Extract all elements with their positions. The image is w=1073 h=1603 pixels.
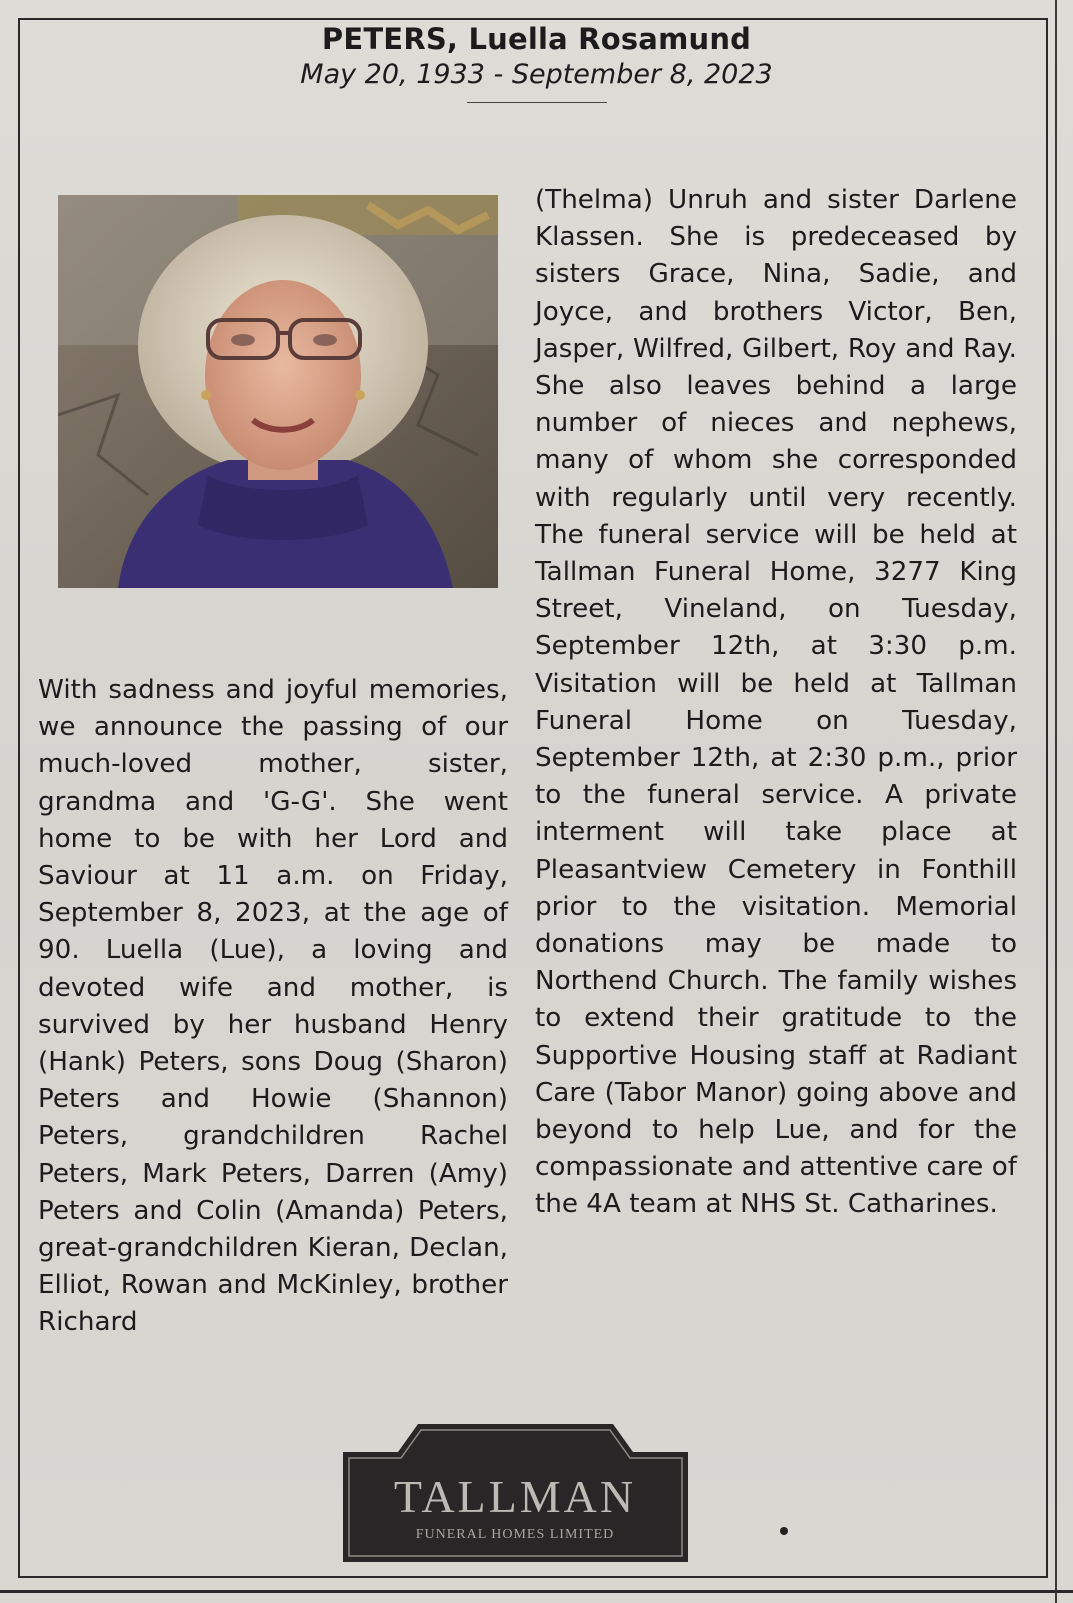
life-dates: May 20, 1933 - September 8, 2023: [300, 59, 773, 90]
bottom-divider: [0, 1590, 1073, 1593]
deceased-name: PETERS, Luella Rosamund: [321, 22, 752, 56]
obituary-header: [0, 22, 1073, 103]
obituary-text-right: (Thelma) Unruh and sister Darlene Klassen. She is predeceased by sisters Grace, Nina, Sadie, and Joyce, and brothers Victor, Ben, Jasper, Wilfred, Gilbert, Roy and Ray. She also leaves behind a large number of nieces and nephews, many of whom she corresponded with regularly until very recently. The funeral service will be held at Tallman Funeral Home, 3277 King Street, Vineland, on Tuesday, September 12th, at 3:30 p.m. Visitation will be held at Tallman Funeral Home on Tuesday, September 12th, at 2:30 p.m., prior to the funeral service. A private interment will take place at Pleasantview Cemetery in Fonthill prior to the visitation. Memorial donations may be made to Northend Church. The family wishes to extend their gratitude to the Supportive Housing staff at Radiant Care (Tabor Manor) going above and beyond to help Lue, and for the compassionate and attentive care of the 4A team at NHS St. Catharines.: [535, 185, 1017, 1220]
funeral-home-logo: [343, 1420, 688, 1562]
print-speck: [780, 1527, 788, 1535]
portrait-illustration: [58, 195, 498, 588]
logo-wordmark: TALLMAN: [393, 1471, 637, 1522]
obituary-text-left: With sadness and joyful memories, we announce the passing of our much-loved mother, sister, grandma and 'G-G'. She went home to be with her Lord and Saviour at 11 a.m. on Friday, September 8, 2023, at the age of 90. Luella (Lue), a loving and devoted wife and mother, is survived by her husband Henry (Hank) Peters, sons Doug (Sharon) Peters and Howie (Shannon) Peters, grandchildren Rachel Peters, Mark Peters, Darren (Amy) Peters and Colin (Amanda) Peters, great-grandchildren Kieran, Declan, Elliot, Rowan and McKinley, brother Richard: [38, 675, 508, 1338]
tallman-logo-graphic: [343, 1420, 688, 1562]
column-divider: [1055, 0, 1057, 1603]
logo-subline: FUNERAL HOMES LIMITED: [415, 1527, 615, 1542]
portrait-photo: [58, 195, 498, 588]
title-underline: [467, 102, 607, 103]
